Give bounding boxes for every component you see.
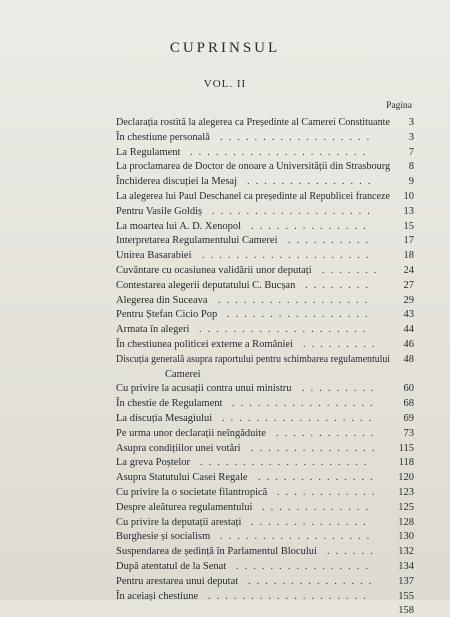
leader-dots: ....................: [200, 457, 373, 469]
toc-entry-page: 7: [408, 146, 414, 158]
toc-entry-page: 123: [398, 487, 414, 498]
leader-dots: ...................: [212, 205, 376, 217]
toc-entry-title: Cu privire la deputații arestați: [116, 516, 242, 528]
toc-entry-page: 17: [403, 235, 414, 247]
toc-entry-page: 125: [398, 501, 414, 513]
leader-dots: ........: [305, 279, 374, 291]
leader-dots: ..............: [258, 472, 379, 484]
toc-entry-page: 68: [403, 398, 414, 410]
leader-dots: ............: [277, 487, 381, 498]
toc-entry-page: 43: [403, 309, 414, 321]
toc-entry-title: Cuvântare cu ocasiunea validării unor deputați: [116, 265, 312, 276]
leader-dots: ..........: [288, 235, 375, 247]
toc-entry-page: 120: [398, 472, 414, 484]
toc-entry-title: Declarația rostită la alegerea ca Președinte al Camerei Constituante: [116, 117, 391, 128]
leader-dots: .....................: [190, 146, 372, 158]
toc-entry-title: Alegerea din Suceava: [116, 294, 208, 306]
leader-dots: ...................: [208, 590, 372, 602]
toc-entry-title: Pentru Vasile Goldiș: [116, 205, 203, 217]
toc-entry-title: Închiderea discuției la Mesaj: [116, 176, 237, 188]
toc-entry-title: După atentatul de la Senat: [116, 561, 227, 572]
toc-entry-title: Suspendarea de ședință în Parlamentul Blocului: [116, 546, 317, 558]
toc-entry-page: 60: [403, 383, 414, 395]
leader-dots: ..............: [251, 516, 372, 528]
toc-entry-page: 8: [408, 161, 414, 173]
page-column-header: Pagina: [386, 101, 412, 111]
toc-entry-title: Pentru Ștefan Cicio Pop: [116, 309, 218, 321]
toc-entry-title: Interpretarea Regulamentului Camerei: [116, 235, 278, 247]
toc-entry-title: Discuția generală asupra raportului pentru schimbarea regulamentului: [116, 353, 390, 365]
toc-entry-title: În chestie de Regulament: [116, 398, 223, 410]
toc-entry-page: 118: [398, 457, 414, 469]
leader-dots: ..................: [218, 294, 374, 306]
toc-entry-page: 10: [403, 191, 414, 202]
toc-entry-page: 69: [403, 413, 414, 424]
toc-entry-page: 46: [403, 339, 414, 350]
toc-entry-title: Cu privire la o societate filantropică: [116, 487, 268, 498]
leader-dots: ..................: [220, 131, 376, 143]
toc-entry-title: La proclamarea de Doctor de onoare a Universității din Strasbourg: [116, 161, 391, 173]
toc-entry-page: 48: [403, 353, 414, 365]
toc-entry-page: 9: [408, 176, 414, 188]
toc-entry-page: 3: [408, 131, 414, 143]
toc-entry-title: Contestarea alegerii deputatului C. Bucșan: [116, 279, 296, 291]
leader-dots: .................: [232, 398, 379, 410]
toc-entry-title: În aceiași chestiune: [116, 590, 199, 602]
toc-entry-page: 27: [403, 279, 414, 291]
toc-entry-title: Pe urma unor declarații neîngăduite: [116, 427, 266, 439]
toc-entry-page: 130: [398, 531, 414, 543]
leader-dots: .........: [303, 339, 381, 350]
toc-entry-page: 3: [408, 117, 414, 128]
toc-entry-page: 137: [398, 575, 414, 587]
toc-entry-page: 134: [398, 561, 414, 572]
toc-entry-page: 44: [403, 324, 414, 336]
leader-dots: ...............: [247, 176, 377, 188]
toc-entry-title: La discuția Mesagiului: [116, 413, 213, 424]
leader-dots: ..................: [222, 413, 378, 424]
toc-entry-title: La moartea lui A. D. Xenopol: [116, 220, 242, 232]
toc-entry-title: Cu privire la acusații contra unui ministru: [116, 383, 292, 395]
toc-entry-page: 158: [398, 605, 414, 617]
leader-dots: ..............: [251, 220, 372, 232]
toc-entry-title: Asupra condițiilor unei votări: [116, 442, 241, 454]
toc-entry-title: În chestiune personală: [116, 131, 210, 143]
toc-entry-page: 29: [403, 294, 414, 306]
leader-dots: ................: [236, 561, 374, 572]
toc-entry-title: Pentru arestarea unui deputat: [116, 575, 239, 587]
leader-dots: .............: [262, 501, 375, 513]
toc-entry-page: 155: [398, 590, 414, 602]
toc-entry-page: 13: [403, 205, 414, 217]
toc-entry-page: 15: [403, 220, 414, 232]
toc-entry-title: Unirea Basarabiei: [116, 250, 192, 262]
leader-dots: ......: [327, 546, 379, 558]
leader-dots: .......: [322, 265, 383, 276]
leader-dots: ....................: [202, 250, 375, 262]
toc-entry-title: La greva Poștelor: [116, 457, 191, 469]
toc-entry-page: 128: [398, 516, 414, 528]
toc-entry-page: 73: [403, 427, 414, 439]
volume-label: VOL. II: [203, 78, 247, 90]
toc-entry-title: La alegerea lui Paul Deschanel ca președinte al Republicei franceze: [116, 191, 391, 202]
leader-dots: .................: [227, 309, 374, 321]
leader-dots: .........: [302, 383, 380, 395]
toc-entry-page: 18: [403, 250, 414, 262]
toc-entry-page: 132: [398, 546, 414, 558]
toc-entry-title: Armata în alegeri: [116, 324, 190, 336]
leader-dots: ...............: [251, 442, 381, 454]
toc-entry-title: Asupra Statutului Casei Regale: [116, 472, 248, 484]
leader-dots: ..................: [220, 531, 376, 543]
toc-entry-page: 115: [398, 442, 414, 454]
page-title: CUPRINSUL: [169, 40, 281, 56]
toc-entry-title: La Regulament: [116, 146, 181, 158]
leader-dots: ....................: [199, 324, 372, 336]
toc-entry-page: 24: [403, 265, 414, 276]
leader-dots: ...............: [248, 575, 378, 587]
leader-dots: ............: [276, 427, 380, 439]
toc-entry-title: Despre aleăturea regulamentului: [116, 501, 253, 513]
toc-entry-continuation: Camerei: [165, 368, 201, 380]
toc-entry-title: În chestiunea politicei externe a României: [116, 339, 293, 350]
toc-entry-title: Burghesie și socialism: [116, 531, 211, 543]
